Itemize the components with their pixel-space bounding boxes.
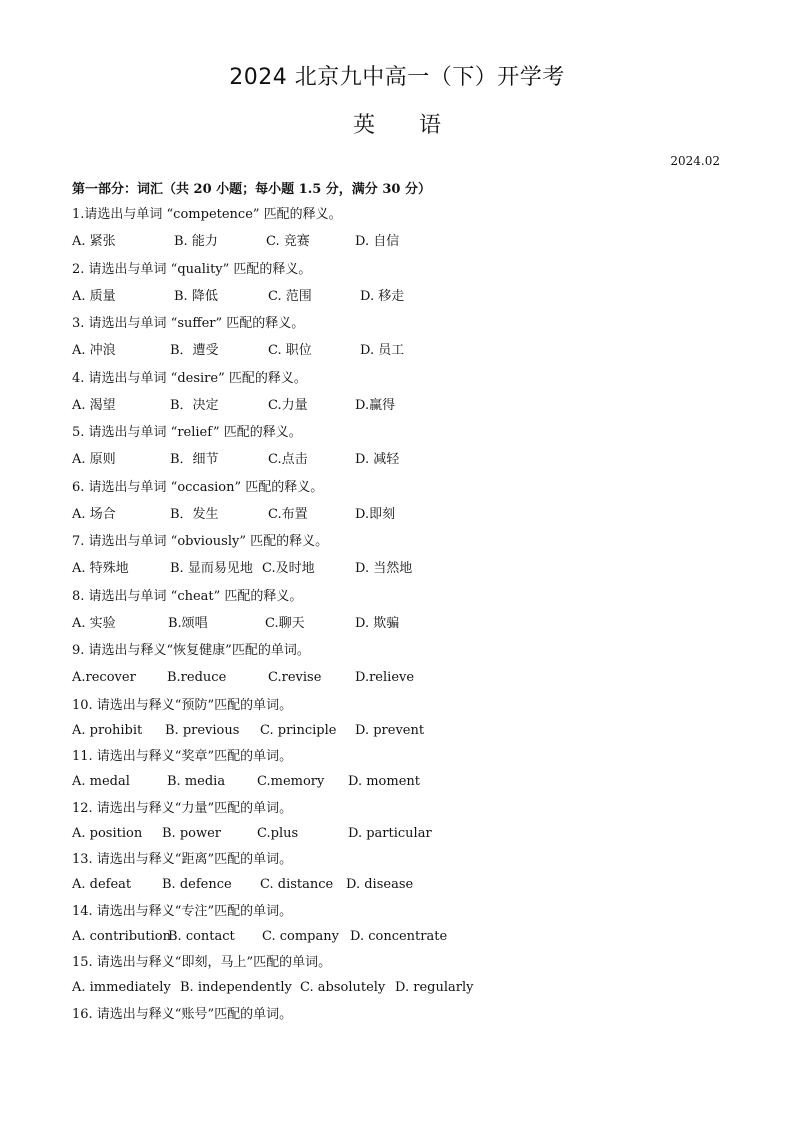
option-a: A. 质量	[72, 288, 116, 304]
option-row	[72, 613, 732, 640]
option-a: A. 渴望	[72, 397, 116, 413]
question-stem: 5. 请选出与单词 “relief” 匹配的释义。	[72, 425, 302, 440]
question-stem: 9. 请选出与释义“恢复健康”匹配的单词。	[72, 643, 310, 658]
question-item	[72, 531, 732, 586]
question-stem: 3. 请选出与单词 “suffer” 匹配的释义。	[72, 316, 305, 331]
question-item	[72, 901, 732, 953]
question-stem: 4. 请选出与单词 “desire” 匹配的释义。	[72, 370, 307, 386]
question-item	[72, 849, 732, 901]
option-d: D. concentrate	[350, 928, 448, 944]
question-stem: 11. 请选出与释义“奖章”匹配的单词。	[72, 749, 293, 764]
question-item	[72, 746, 732, 798]
option-a: A. 场合	[72, 506, 116, 522]
question-stem: 8. 请选出与单词 “cheat” 匹配的释义。	[72, 588, 303, 604]
option-c: C. company	[262, 928, 339, 944]
option-c: C. distance	[260, 877, 334, 892]
option-d: D. 移走	[360, 288, 405, 304]
option-b: B. contact	[168, 928, 235, 944]
option-row	[72, 231, 732, 258]
question-stem: 15. 请选出与释义“即刻，马上”匹配的单词。	[72, 955, 332, 970]
option-row	[72, 340, 732, 367]
question-item	[72, 422, 732, 477]
option-c: C.点击	[268, 452, 308, 467]
question-stem: 12. 请选出与释义“力量”匹配的单词。	[72, 800, 293, 816]
exam-date: 2024.02	[670, 154, 720, 168]
option-a: A. 原则	[72, 452, 116, 467]
option-a: A. 实验	[72, 615, 116, 631]
question-stem: 14. 请选出与释义“专注”匹配的单词。	[72, 903, 293, 919]
option-d: D. 自信	[355, 234, 400, 249]
option-c: C.plus	[257, 825, 299, 841]
question-item	[72, 204, 732, 259]
question-item	[72, 368, 732, 423]
option-row	[72, 449, 732, 476]
question-item	[72, 313, 732, 368]
question-item	[72, 640, 732, 695]
option-c: C. absolutely	[300, 980, 386, 995]
option-b: B. 显而易见地	[170, 561, 253, 576]
option-c: C.memory	[257, 774, 325, 789]
option-c: C. principle	[260, 722, 337, 738]
option-d: D. 欺骗	[355, 615, 400, 631]
option-a: A. defeat	[72, 877, 132, 892]
option-row	[72, 771, 732, 797]
question-stem: 10. 请选出与释义“预防”匹配的单词。	[72, 697, 293, 713]
question-stem: 13. 请选出与释义“距离”匹配的单词。	[72, 852, 293, 867]
question-item	[72, 477, 732, 532]
option-row	[72, 558, 732, 585]
option-b: B. previous	[165, 722, 240, 738]
option-d: D. disease	[346, 877, 414, 892]
question-stem: 16. 请选出与释义“账号”匹配的单词。	[72, 1006, 293, 1022]
option-b: B．细节	[170, 452, 219, 467]
option-row	[72, 286, 732, 313]
question-stem: 1.请选出与单词 “competence” 匹配的释义。	[72, 207, 342, 222]
section-heading: 第一部分：词汇（共 20 小题；每小题 1.5 分，满分 30 分）	[72, 182, 431, 197]
option-d: D.赢得	[355, 397, 396, 413]
option-b: B．遭受	[170, 343, 219, 358]
option-b: B．决定	[170, 397, 219, 413]
question-item	[72, 798, 732, 850]
option-c: C.revise	[268, 670, 322, 685]
option-row	[72, 720, 732, 746]
option-row	[72, 977, 732, 1003]
option-a: A. immediately	[72, 980, 171, 995]
question-stem: 7. 请选出与单词 “obviously” 匹配的释义。	[72, 534, 329, 549]
option-d: D. 员工	[360, 343, 405, 358]
option-row	[72, 874, 732, 900]
option-b: B. 降低	[174, 288, 218, 304]
option-b: B. media	[167, 774, 226, 789]
option-a: A. prohibit	[72, 722, 143, 738]
option-d: D.relieve	[355, 670, 415, 685]
option-a: A. contribution	[72, 928, 172, 944]
option-b: B. defence	[162, 877, 232, 892]
option-c: C. 职位	[268, 343, 312, 358]
option-row	[72, 395, 732, 422]
option-b: B. power	[162, 825, 222, 841]
exam-title: 2024 北京九中高一（下）开学考	[229, 65, 565, 90]
question-item	[72, 1004, 732, 1056]
option-b: B.颂唱	[168, 615, 208, 631]
question-item	[72, 259, 732, 314]
option-a: A. 特殊地	[72, 561, 129, 576]
option-b: B．发生	[170, 506, 219, 522]
option-a: A. medal	[72, 774, 130, 789]
option-a: A.recover	[72, 670, 136, 685]
option-row	[72, 667, 732, 694]
option-b: B. 能力	[174, 234, 218, 249]
option-c: C.布置	[268, 506, 308, 522]
option-d: D. regularly	[395, 980, 474, 995]
subject-title: 英 语	[352, 113, 441, 138]
option-d: D. 减轻	[355, 452, 400, 467]
option-b: B.reduce	[167, 670, 227, 685]
option-c: C.力量	[268, 397, 308, 413]
option-d: D. prevent	[355, 722, 425, 738]
option-a: A. 紧张	[72, 234, 116, 249]
question-item	[72, 952, 732, 1004]
option-c: C.及时地	[262, 561, 315, 576]
question-item	[72, 695, 732, 747]
option-c: C.聊天	[265, 615, 305, 631]
question-stem: 2. 请选出与单词 “quality” 匹配的释义。	[72, 261, 312, 277]
option-c: C. 范围	[268, 288, 312, 304]
question-list	[72, 204, 732, 1055]
option-row	[72, 823, 732, 849]
option-d: D. 当然地	[355, 561, 413, 576]
option-a: A. 冲浪	[72, 343, 116, 358]
option-d: D.即刻	[355, 506, 396, 522]
question-item	[72, 586, 732, 641]
option-d: D. moment	[348, 774, 420, 789]
option-row	[72, 504, 732, 531]
option-a: A. position	[72, 825, 143, 841]
question-stem: 6. 请选出与单词 “occasion” 匹配的释义。	[72, 479, 324, 495]
option-b: B. independently	[180, 980, 292, 995]
option-row	[72, 926, 732, 952]
option-c: C. 竞赛	[266, 234, 310, 249]
option-d: D. particular	[348, 825, 432, 841]
